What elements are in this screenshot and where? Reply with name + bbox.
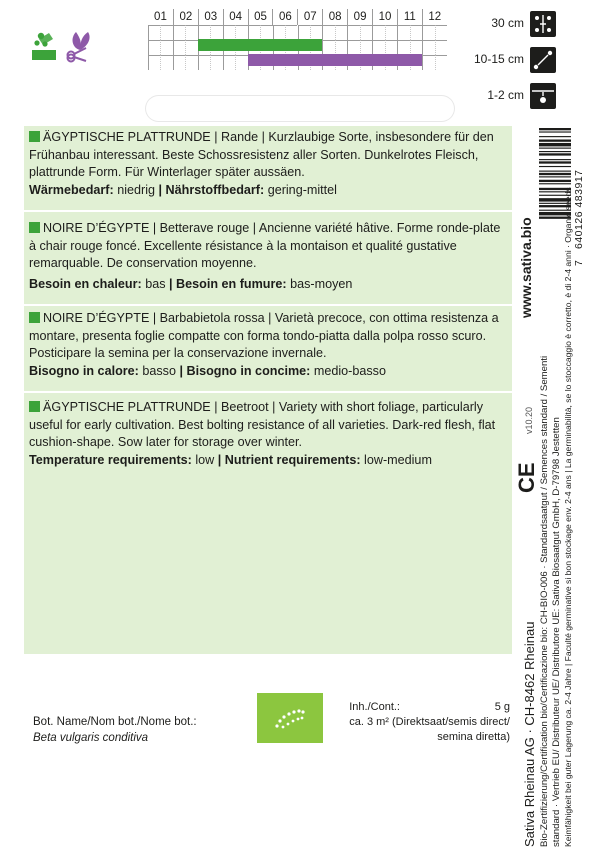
botanical-label: Bot. Name/Nom bot./Nome bot.: [33,716,197,728]
description-de [29,129,509,199]
calendar-cell [235,55,247,70]
nutrient-value: gering-mittel [267,182,337,197]
month-label: 06 [272,9,297,25]
calendar-cell [410,25,422,40]
barcode-bar [539,171,571,172]
divider [24,210,512,212]
month-header [148,9,447,25]
package-content [349,700,510,745]
month-label: 10 [372,9,397,25]
harvest-period-bar [248,54,422,66]
barcode-bar [539,166,571,167]
calendar-cell [285,25,297,40]
month-label: 09 [347,9,372,25]
variety-name: ÄGYPTISCHE PLATTRUNDE [43,400,211,414]
calendar-cell [372,25,384,40]
nutrient-value: medio-basso [313,363,386,378]
barcode-bar [539,131,571,132]
barcode-bar [539,143,571,146]
calendar-cell [148,40,160,55]
barcode-bar [539,173,571,175]
calendar-cell [422,55,434,70]
calendar-cell [385,40,397,55]
calendar-cell [185,40,197,55]
calendar-cell [347,40,359,55]
sowing-depth-label: 1-2 cm [487,88,524,102]
month-label: 12 [422,9,447,25]
month-label: 03 [198,9,223,25]
requirements: Temperature requirements: low | Nutrient requirements: low-medium [29,452,432,467]
heat-label: Besoin en chaleur: [29,276,142,291]
botanical-name [33,714,197,746]
requirements: Besoin en chaleur: bas | Besoin en fumure: bas-moyen [29,276,353,291]
content-area-cont: semina diretta) [437,731,510,743]
calendar-cell [435,55,447,70]
description-en [29,399,509,469]
calendar-cell [397,25,409,40]
description-fr [29,220,509,293]
barcode-bar [539,176,571,177]
content-label: Inh./Cont.: [349,701,400,713]
calendar-cell [385,25,397,40]
hanger-slot [145,95,455,122]
calendar-cell [160,40,172,55]
divider [24,304,512,306]
nutrient-label: Nutrient requirements: [224,452,361,467]
content-amount: 5 g [494,701,510,713]
heat-label: Temperature requirements: [29,452,192,467]
calendar-cell [435,25,447,40]
eu-organic-logo [257,693,323,743]
calendar-cell [148,55,160,70]
barcode-bar [539,183,571,184]
calendar-cell [260,25,272,40]
heat-value: bas [145,276,166,291]
heat-label: Wärmebedarf: [29,182,114,197]
barcode-bar [539,136,571,137]
nutrient-label: Bisogno in concime: [186,363,311,378]
sowing-icon [30,30,58,62]
description-text: | Beetroot | Variety with short foliage, particularly useful for early cultivation. Best bolting resistance of all varieties. Dark-red flesh, flat cushion-shape. Sow later for storage over winter. [29,400,496,449]
calendar-cell [273,25,285,40]
month-label: 02 [173,9,198,25]
heat-value: low [195,452,215,467]
sowing-harvest-calendar [148,7,447,69]
barcode-bar [539,180,571,182]
distribution-text: standard · Vertrieb EU/ Distributeur UE/ Distributore UE: Sativa Biosaatgut GmbH, D-79798 Jestetten [551,417,562,847]
calendar-cell [223,25,235,40]
barcode-bar [539,151,571,152]
month-label: 01 [154,11,167,23]
calendar-cell [360,25,372,40]
sowing-period-bar [198,39,322,51]
variety-name: ÄGYPTISCHE PLATTRUNDE [43,130,211,144]
calendar-cell [185,25,197,40]
sowing-depth-icon [530,83,556,109]
requirements: Wärmebedarf: niedrig | Nährstoffbedarf: gering-mittel [29,182,337,197]
barcode-bar [539,161,571,163]
calendar-cell [422,40,434,55]
calendar-cell [160,55,172,70]
barcode-bar [539,153,571,155]
calendar-cell [173,25,185,40]
description-text: | Betterave rouge | Ancienne variété hâtive. Forme ronde-plate à chair rouge foncé. Excellente résistance à la montaison et qualité gustative remarquable. De conservation moyenne. [29,221,501,270]
calendar-cell [248,25,260,40]
description-text: | Barbabietola rossa | Varietà precoce, con ottima resistenza a montare, presenta foglie compatte con forma tondo-piatta dalla polpa rosso scuro. Posticipare la semina per la conservazione invernale. [29,311,499,360]
description-text: | Rande | Kurzlaubige Sorte, insbesondere für den Frühanbau interessant. Beste Schossresistenz aller Sorten. Dunkelrotes Fleisch, plattrunde Form. Für Winterlager später aussäen. [29,130,494,179]
barcode-bar [539,128,571,130]
barcode-bar [539,140,571,142]
latin-name: Beta vulgaris conditiva [33,732,149,744]
requirements: Bisogno in calore: basso | Bisogno in concime: medio-basso [29,363,386,378]
calendar-cell [322,40,334,55]
calendar-cell [198,25,210,40]
calendar-cell [298,25,310,40]
nutrient-value: low-medium [364,452,432,467]
certification-text: Bio-Zertifizierung/Certification bio/Certificazione bio: CH-BIO-006 · Standardsaatgut / Semences standard / Sementi [539,355,550,847]
month-label: 08 [322,9,347,25]
content-area: ca. 3 m² (Direktsaat/semis direct/ [349,716,510,728]
barcode-bar [539,159,571,160]
variety-name: NOIRE D’ÉGYPTE [43,311,150,325]
language-square-icon [29,222,40,233]
calendar-cell [360,40,372,55]
language-square-icon [29,312,40,323]
website-url: www.sativa.bio [518,217,534,318]
calendar-grid [148,25,447,71]
heat-value: basso [142,363,176,378]
heat-label: Bisogno in calore: [29,363,139,378]
calendar-cell [347,25,359,40]
month-label: 04 [223,9,248,25]
barcode-lead-digit: 7 [573,260,585,266]
calendar-cell [173,40,185,55]
calendar-cell [422,25,434,40]
nutrient-label: Besoin en fumure: [176,276,287,291]
ce-mark: CE [514,462,539,493]
nutrient-value: bas-moyen [290,276,353,291]
calendar-cell [160,25,172,40]
description-it [29,310,509,380]
calendar-cell [210,55,222,70]
heat-value: niedrig [117,182,155,197]
calendar-cell [185,55,197,70]
barcode-bar [539,148,571,149]
barcode-number: 640126 483917 [573,169,585,249]
row-distance-label: 30 cm [491,16,524,30]
germination-text: Keimfähigkeit bei guter Lagerung ca. 2-4 Jahre | Faculté germinative si bon stockage env. 2-4 ans | La germinabilità, se lo stoccaggio è corretto, è di 2-4 anni · Organic seeds [563,187,573,847]
description-panel [24,126,512,654]
calendar-cell [335,25,347,40]
divider [24,391,512,393]
harvest-scissors-icon [64,28,94,64]
calendar-cell [372,40,384,55]
plant-distance-label: 10-15 cm [473,52,524,66]
calendar-cell [173,55,185,70]
nutrient-label: Nährstoffbedarf: [165,182,265,197]
version-label: v10.20 [524,406,534,434]
month-label: 05 [248,9,273,25]
calendar-cell [397,40,409,55]
language-square-icon [29,131,40,142]
plant-distance-icon [530,47,556,73]
calendar-cell [310,25,322,40]
calendar-cell [198,55,210,70]
calendar-cell [210,25,222,40]
calendar-cell [148,25,160,40]
calendar-cell [335,40,347,55]
row-distance-icon [530,11,556,37]
calendar-cell [223,55,235,70]
company-address: Sativa Rheinau AG · CH-8462 Rheinau [522,621,537,847]
month-label: 07 [297,9,322,25]
calendar-cell [322,25,334,40]
month-label: 11 [397,9,422,25]
variety-name: NOIRE D’ÉGYPTE [43,221,150,235]
calendar-cell [235,25,247,40]
language-square-icon [29,401,40,412]
calendar-cell [435,40,447,55]
calendar-cell [410,40,422,55]
